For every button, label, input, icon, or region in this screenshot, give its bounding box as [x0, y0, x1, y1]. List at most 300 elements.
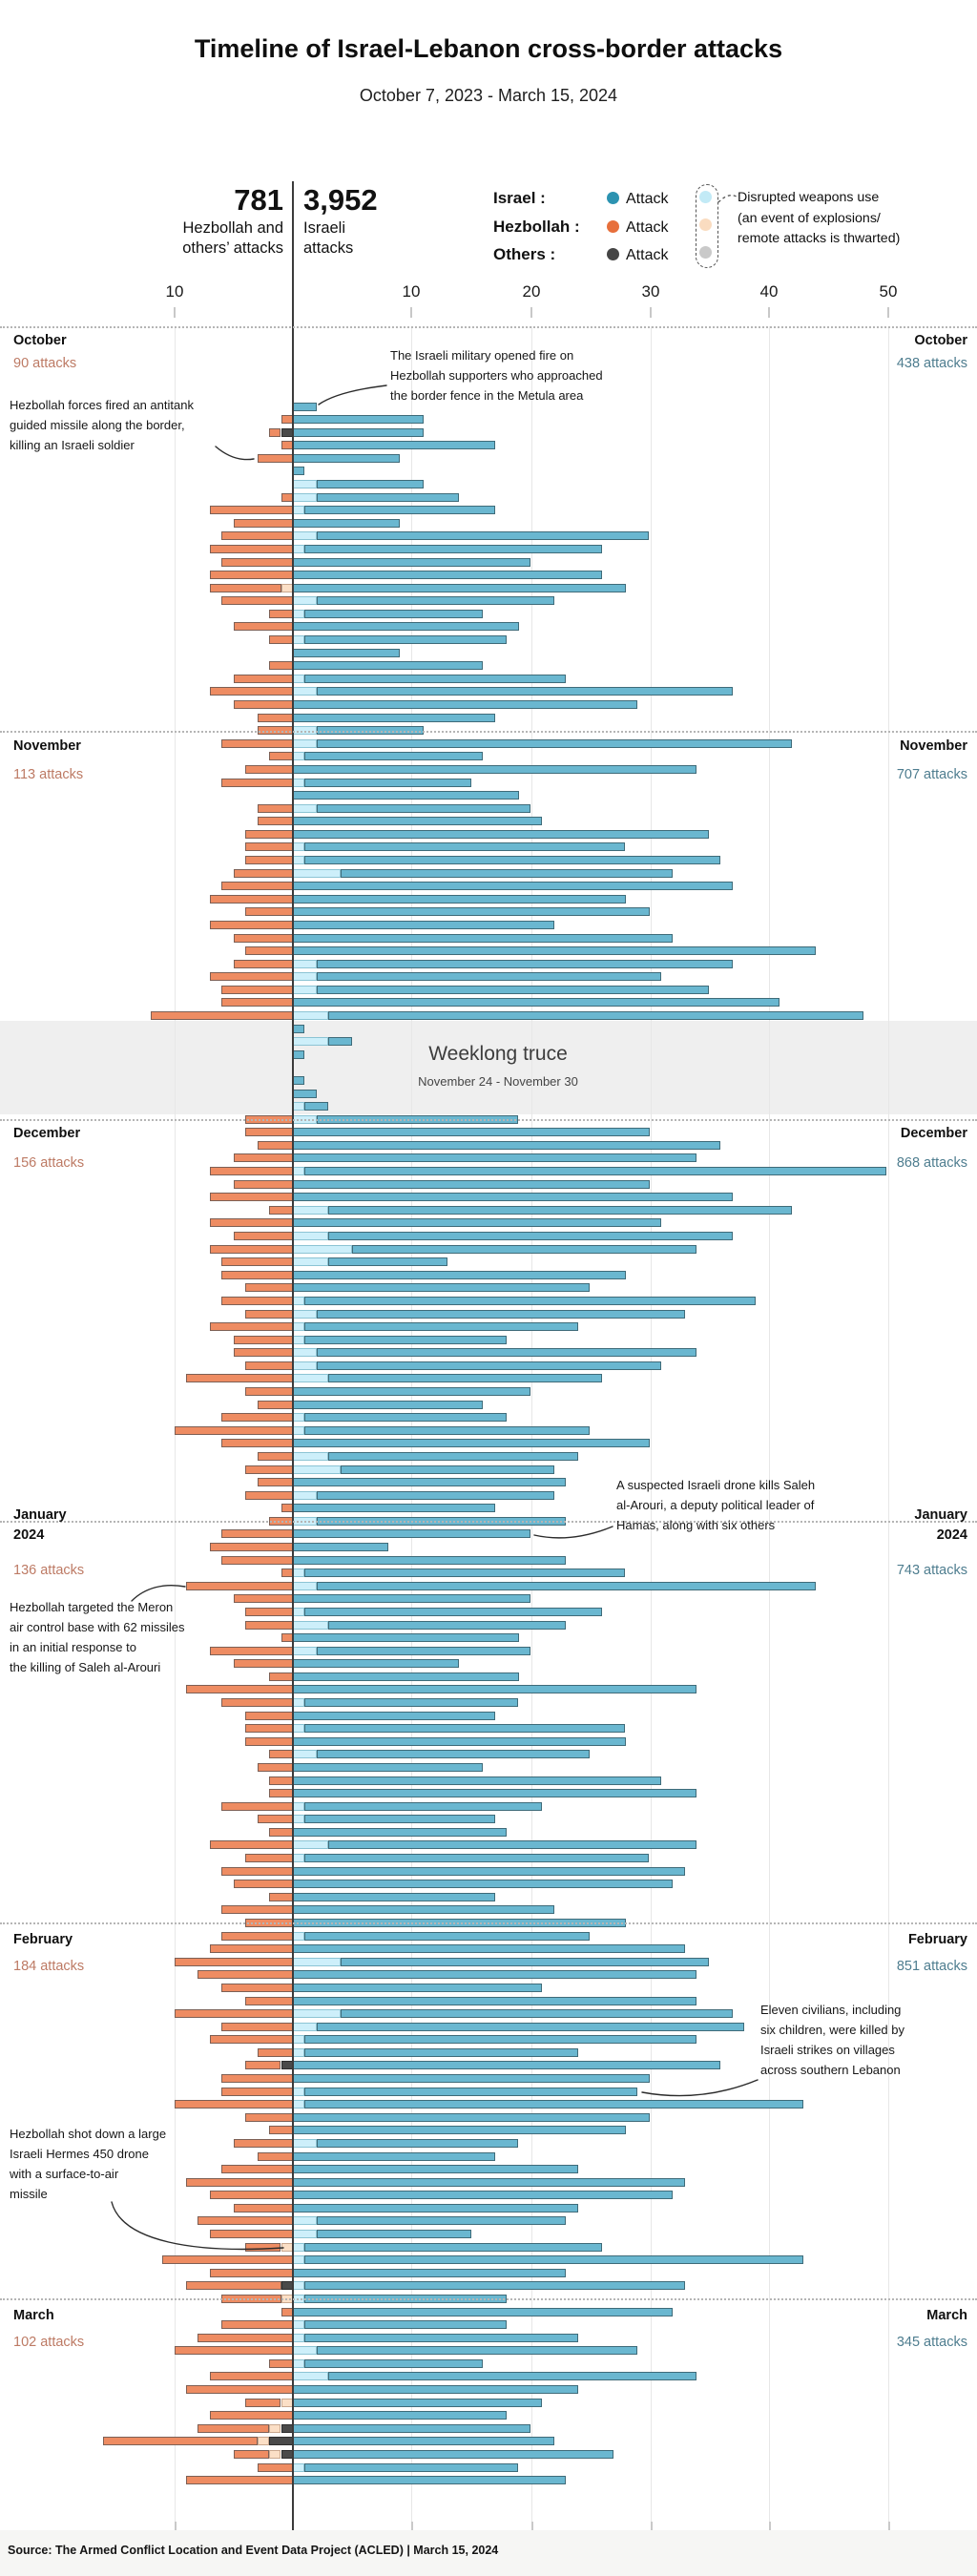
bar-segment-israel-attack — [293, 2424, 530, 2433]
bar-segment-hezbollah-attack — [210, 1322, 293, 1331]
month-name: March — [13, 2308, 54, 2324]
bar-segment-hezbollah-attack — [258, 454, 293, 463]
bar-segment-israel-attack — [293, 2074, 650, 2083]
bar-segment-israel-attack — [293, 1880, 673, 1888]
bar-segment-israel-disrupted — [293, 1958, 341, 1966]
bar-segment-hezbollah-attack — [221, 882, 293, 890]
bar-segment-israel-attack — [293, 1193, 733, 1201]
bar-segment-israel-attack — [304, 675, 566, 683]
bar-segment-israel-attack — [304, 1102, 328, 1111]
axis-tick-label: 10 — [165, 282, 184, 301]
bar-segment-hezbollah-attack — [234, 700, 293, 709]
bar-segment-israel-disrupted — [293, 960, 317, 968]
bar-segment-israel-disrupted — [293, 2281, 304, 2290]
annotation-arrow — [534, 1527, 613, 1538]
bar-segment-israel-attack — [293, 1789, 696, 1797]
bar-segment-israel-attack — [293, 2476, 566, 2484]
bar-segment-hezbollah-attack — [234, 1348, 293, 1357]
bar-segment-hezbollah-attack — [210, 2191, 293, 2199]
bar-segment-hezbollah-attack — [210, 1840, 293, 1849]
bar-segment-israel-attack — [317, 739, 792, 748]
bar-segment-israel-disrupted — [293, 779, 304, 787]
bar-segment-hezbollah-attack — [221, 998, 293, 1007]
bar-segment-hezbollah-attack — [245, 842, 293, 851]
bar-segment-hezbollah-attack — [234, 1180, 293, 1189]
bar-segment-israel-attack — [328, 1206, 792, 1215]
month-divider — [0, 731, 977, 733]
bar-segment-israel-attack — [293, 661, 483, 670]
bar-segment-israel-attack — [293, 1893, 495, 1901]
bar-segment-hezbollah-attack — [221, 1297, 293, 1305]
bar-segment-israel-attack — [304, 1322, 577, 1331]
bar-segment-israel-disrupted — [293, 1297, 304, 1305]
bar-segment-israel-attack — [293, 1128, 650, 1136]
bar-segment-hezbollah-attack — [210, 2269, 293, 2277]
bar-segment-hezbollah-attack — [210, 1245, 293, 1254]
bar-segment-israel-disrupted — [293, 506, 304, 514]
bar-segment-hezbollah-attack — [210, 584, 281, 592]
bar-segment-hezbollah-attack — [269, 752, 293, 760]
bar-segment-hezbollah-attack — [269, 1828, 293, 1837]
bar-segment-hezbollah-attack — [221, 2023, 293, 2031]
disrupted-note-connector — [718, 196, 737, 202]
annotation-eleven — [760, 2000, 970, 2080]
bar-segment-israel-attack — [293, 1090, 317, 1098]
bar-segment-others-attack — [269, 2437, 293, 2445]
bar-segment-israel-attack — [293, 584, 626, 592]
bar-segment-israel-attack — [352, 1245, 696, 1254]
annotation-line: the killing of Saleh al-Arouri — [10, 1660, 161, 1675]
axis-tick — [887, 307, 889, 318]
bar-segment-hezbollah-attack — [221, 1529, 293, 1538]
bar-segment-israel-attack — [304, 1802, 542, 1811]
annotation-line: Israeli strikes on villages — [760, 2043, 895, 2058]
bar-segment-israel-attack — [328, 1011, 863, 1020]
month-name: October — [13, 333, 67, 348]
axis-tick-label: 50 — [879, 282, 898, 301]
month-attack-count: 707 attacks — [896, 766, 967, 782]
axis-tick — [410, 307, 412, 318]
bar-segment-israel-attack — [304, 752, 483, 760]
bar-segment-hezbollah-attack — [269, 2359, 293, 2368]
gridline — [769, 326, 770, 2522]
annotation-line: Eleven civilians, including — [760, 2003, 902, 2017]
bar-segment-israel-disrupted — [293, 1206, 328, 1215]
bar-segment-israel-disrupted — [293, 1802, 304, 1811]
bar-segment-israel-disrupted — [293, 1413, 304, 1422]
bar-segment-israel-attack — [293, 403, 317, 411]
bar-segment-israel-disrupted — [293, 869, 341, 878]
legend-israel-label: Israel : — [493, 189, 546, 207]
bar-segment-hezbollah-attack — [210, 545, 293, 553]
bar-segment-israel-attack — [293, 1944, 685, 1953]
bar-segment-israel-disrupted — [293, 675, 304, 683]
bar-segment-hezbollah-attack — [221, 1257, 293, 1266]
bar-segment-hezbollah-attack — [258, 2048, 293, 2057]
bar-segment-israel-attack — [293, 1153, 696, 1162]
bar-segment-israel-disrupted — [293, 1426, 304, 1435]
bar-segment-israel-attack — [293, 817, 542, 825]
bar-segment-israel-disrupted — [293, 2009, 341, 2018]
bar-segment-israel-attack — [341, 869, 674, 878]
bar-segment-hezbollah-attack — [210, 1167, 293, 1175]
annotation-arrow — [642, 2080, 758, 2096]
bar-segment-israel-attack — [293, 1776, 661, 1785]
bar-segment-hezbollah-attack — [210, 921, 293, 929]
bar-segment-hezbollah-attack — [258, 1401, 293, 1409]
month-divider — [0, 1922, 977, 1924]
bar-segment-israel-attack — [293, 1529, 530, 1538]
bar-segment-israel-attack — [293, 1970, 696, 1979]
month-name: March — [926, 2308, 967, 2324]
annotation-meron — [10, 1597, 248, 1677]
bar-segment-israel-attack — [317, 972, 661, 981]
month-divider — [0, 2298, 977, 2300]
bar-segment-israel-attack — [293, 2191, 673, 2199]
bar-segment-hezbollah-attack — [186, 2281, 281, 2290]
bar-segment-israel-disrupted — [293, 2088, 304, 2096]
bar-segment-israel-disrupted — [293, 2243, 304, 2252]
bar-segment-israel-attack — [293, 1271, 626, 1279]
annotation-line: al-Arouri, a deputy political leader of — [616, 1498, 815, 1513]
month-name: December — [900, 1126, 967, 1142]
bar-segment-hezbollah-attack — [269, 1672, 293, 1681]
bar-segment-hezbollah-attack — [258, 2152, 293, 2161]
axis-tick — [650, 307, 652, 318]
month-name: November — [13, 737, 81, 754]
bar-segment-hezbollah-attack — [269, 428, 281, 437]
bar-segment-israel-disrupted — [293, 1102, 304, 1111]
bar-segment-hezbollah-attack — [210, 2230, 293, 2238]
bar-segment-hezbollah-attack — [186, 2476, 293, 2484]
bar-segment-hezbollah-attack — [245, 1621, 293, 1630]
bar-segment-israel-attack — [293, 2152, 495, 2161]
bar-segment-israel-attack — [293, 2113, 650, 2122]
bar-segment-israel-attack — [304, 1815, 494, 1823]
bar-segment-hezbollah-attack — [221, 2088, 293, 2096]
truce-band — [0, 1021, 977, 1114]
truce-title: Weeklong truce — [428, 1043, 568, 1065]
annotation-line: A suspected Israeli drone kills Saleh — [616, 1478, 816, 1492]
bar-segment-hezbollah-attack — [234, 1880, 293, 1888]
left-total-label: Hezbollah and others’ attacks — [182, 219, 283, 257]
bar-segment-israel-attack — [293, 2165, 578, 2173]
axis-tick-label: 10 — [402, 282, 421, 301]
bar-segment-hezbollah-attack — [221, 2074, 293, 2083]
bar-segment-hezbollah-attack — [234, 675, 293, 683]
bar-segment-israel-attack — [293, 649, 400, 657]
page-title: Timeline of Israel-Lebanon cross-border attacks — [194, 34, 783, 63]
bar-segment-israel-attack — [293, 714, 495, 722]
bar-segment-israel-attack — [293, 2061, 720, 2069]
bar-segment-israel-attack — [341, 2009, 733, 2018]
bar-segment-israel-disrupted — [293, 1167, 304, 1175]
bar-segment-israel-attack — [293, 1180, 650, 1189]
bar-segment-israel-disrupted — [293, 2334, 304, 2342]
bar-segment-israel-disrupted — [293, 531, 317, 540]
disrupted-others-dot-icon — [699, 246, 712, 259]
bar-segment-israel-attack — [304, 842, 625, 851]
annotation-line: with a surface-to-air — [10, 2167, 119, 2182]
bar-segment-hezbollah-attack — [245, 1310, 293, 1319]
bar-segment-israel-attack — [304, 1336, 507, 1344]
bar-segment-hezbollah-attack — [269, 1789, 293, 1797]
bar-segment-israel-disrupted — [293, 480, 317, 488]
bar-segment-israel-attack — [293, 998, 780, 1007]
bar-segment-hezbollah-attack — [175, 1426, 294, 1435]
bar-segment-israel-disrupted — [293, 1452, 328, 1461]
bar-segment-israel-disrupted — [293, 752, 304, 760]
bar-segment-israel-disrupted — [293, 2320, 304, 2329]
bar-segment-israel-attack — [293, 2411, 507, 2420]
bar-segment-israel-attack — [317, 1647, 530, 1655]
bar-segment-hezbollah-attack — [258, 1763, 293, 1772]
bar-segment-hezbollah-disrupted — [269, 2450, 281, 2459]
bar-segment-israel-attack — [293, 830, 709, 839]
bar-segment-israel-disrupted — [293, 972, 317, 981]
annotation-metula — [390, 345, 629, 405]
right-total-label: Israeli attacks — [303, 219, 354, 257]
bar-segment-israel-attack — [317, 2216, 566, 2225]
bar-segment-israel-attack — [317, 2346, 637, 2355]
bar-segment-hezbollah-attack — [234, 1153, 293, 1162]
chart-center-axis — [292, 181, 294, 2530]
bar-segment-hezbollah-attack — [197, 2334, 293, 2342]
bar-segment-israel-disrupted — [293, 1465, 341, 1474]
bar-segment-israel-disrupted — [293, 1621, 328, 1630]
note-line: remote attacks is thwarted) — [738, 231, 901, 246]
bar-segment-israel-disrupted — [293, 2139, 317, 2148]
bar-segment-hezbollah-attack — [221, 1439, 293, 1447]
bar-segment-hezbollah-attack — [186, 1374, 293, 1382]
bar-segment-israel-attack — [317, 804, 530, 813]
bar-segment-hezbollah-attack — [269, 1750, 293, 1758]
bar-segment-israel-attack — [293, 1685, 696, 1693]
disrupted-hezbollah-dot-icon — [699, 218, 712, 231]
bar-segment-israel-attack — [304, 2320, 507, 2329]
bar-segment-israel-disrupted — [293, 2463, 304, 2472]
bar-segment-israel-attack — [304, 610, 483, 618]
bar-segment-hezbollah-attack — [210, 972, 293, 981]
bar-segment-israel-disrupted — [293, 2100, 304, 2109]
bar-segment-hezbollah-attack — [269, 661, 293, 670]
bar-segment-hezbollah-attack — [221, 531, 293, 540]
bar-segment-israel-attack — [293, 558, 530, 567]
bar-segment-israel-attack — [328, 1621, 566, 1630]
month-name: 2024 — [936, 1527, 967, 1544]
bar-segment-israel-attack — [304, 2463, 518, 2472]
bar-segment-israel-attack — [293, 622, 519, 631]
bar-segment-israel-disrupted — [293, 1815, 304, 1823]
bar-segment-israel-attack — [317, 687, 733, 696]
bar-segment-hezbollah-attack — [186, 1582, 293, 1590]
bar-segment-israel-attack — [304, 1167, 886, 1175]
left-total-block — [159, 185, 283, 259]
bar-segment-israel-attack — [341, 1465, 554, 1474]
month-name: January — [13, 1507, 67, 1524]
bar-segment-israel-attack — [293, 519, 400, 528]
bar-segment-hezbollah-attack — [197, 2424, 269, 2433]
bar-segment-israel-attack — [304, 2048, 577, 2057]
month-attack-count: 136 attacks — [13, 1563, 85, 1579]
bar-segment-israel-disrupted — [293, 2230, 317, 2238]
month-attack-count: 345 attacks — [896, 2335, 967, 2351]
bar-segment-hezbollah-attack — [234, 2139, 293, 2148]
bar-segment-israel-attack — [317, 1750, 590, 1758]
month-divider — [0, 1119, 977, 1121]
bar-segment-hezbollah-attack — [151, 1011, 293, 1020]
bar-segment-israel-disrupted — [293, 2023, 317, 2031]
bar-segment-hezbollah-attack — [269, 1206, 293, 1215]
bar-segment-hezbollah-attack — [245, 2061, 281, 2069]
bar-segment-hezbollah-attack — [245, 1712, 293, 1720]
bar-segment-israel-disrupted — [293, 596, 317, 605]
bar-segment-israel-disrupted — [293, 1361, 317, 1370]
bar-segment-hezbollah-attack — [221, 1698, 293, 1707]
bar-segment-hezbollah-attack — [186, 1685, 293, 1693]
month-divider — [0, 326, 977, 328]
bar-segment-israel-attack — [293, 1218, 661, 1227]
bar-segment-israel-attack — [293, 946, 816, 955]
bar-segment-israel-attack — [293, 934, 673, 943]
bar-segment-israel-disrupted — [293, 1724, 304, 1733]
bar-segment-israel-attack — [304, 1932, 590, 1941]
bar-segment-israel-disrupted — [293, 1232, 328, 1240]
bar-segment-israel-attack — [293, 1556, 566, 1565]
bar-segment-hezbollah-attack — [269, 1893, 293, 1901]
bar-segment-hezbollah-attack — [258, 714, 293, 722]
annotation-line: killing an Israeli soldier — [10, 438, 135, 453]
bar-segment-israel-attack — [328, 1840, 696, 1849]
bar-segment-hezbollah-attack — [245, 1997, 293, 2005]
others-attack-dot-icon — [607, 248, 619, 260]
bar-segment-israel-attack — [317, 986, 709, 994]
bar-segment-israel-attack — [293, 2126, 626, 2134]
truce-subtitle: November 24 - November 30 — [418, 1074, 578, 1089]
annotation-line: across southern Lebanon — [760, 2063, 901, 2078]
israel-attack-dot-icon — [607, 192, 619, 204]
bar-segment-israel-attack — [293, 2269, 566, 2277]
bar-segment-hezbollah-attack — [245, 1854, 293, 1862]
bar-segment-israel-disrupted — [293, 804, 317, 813]
bar-segment-israel-attack — [293, 882, 733, 890]
bar-segment-hezbollah-attack — [221, 1556, 293, 1565]
bar-segment-hezbollah-attack — [197, 2216, 293, 2225]
bar-segment-hezbollah-attack — [258, 1141, 293, 1150]
bar-segment-israel-attack — [304, 1568, 625, 1577]
bar-segment-israel-disrupted — [293, 1348, 317, 1357]
bar-segment-israel-disrupted — [293, 1322, 304, 1331]
bar-segment-hezbollah-attack — [245, 1361, 293, 1370]
bar-segment-israel-attack — [293, 1387, 530, 1396]
annotation-line: Hezbollah targeted the Meron — [10, 1600, 174, 1614]
annotation-line: missile — [10, 2187, 48, 2202]
bar-segment-israel-attack — [293, 2308, 673, 2316]
bar-segment-israel-attack — [293, 921, 554, 929]
bar-segment-hezbollah-attack — [210, 1543, 293, 1551]
annotation-line: in an initial response to — [10, 1640, 136, 1655]
bar-segment-hezbollah-attack — [162, 2255, 293, 2264]
annotation-line: Hezbollah supporters who approached — [390, 368, 603, 384]
bar-segment-israel-attack — [293, 1712, 495, 1720]
bar-segment-israel-disrupted — [293, 1245, 352, 1254]
bar-segment-israel-attack — [293, 700, 637, 709]
bar-segment-israel-disrupted — [293, 493, 317, 502]
bar-segment-hezbollah-attack — [245, 1283, 293, 1292]
bar-segment-hezbollah-attack — [234, 2450, 269, 2459]
bar-segment-israel-attack — [293, 1439, 650, 1447]
month-name: November — [900, 737, 967, 754]
bar-segment-hezbollah-attack — [210, 2372, 293, 2380]
axis-tick-label: 30 — [641, 282, 660, 301]
bar-segment-israel-attack — [304, 1297, 756, 1305]
bar-segment-hezbollah-attack — [221, 2320, 293, 2329]
bar-segment-hezbollah-attack — [175, 2346, 294, 2355]
month-name: January — [914, 1507, 967, 1524]
bar-segment-hezbollah-attack — [210, 571, 293, 579]
month-name: February — [13, 1932, 73, 1948]
month-attack-count: 113 attacks — [13, 766, 84, 782]
bar-segment-israel-disrupted — [293, 986, 317, 994]
bar-segment-hezbollah-attack — [221, 1905, 293, 1914]
bar-segment-israel-attack — [304, 635, 507, 644]
bar-segment-israel-attack — [304, 1698, 518, 1707]
hezbollah-attack-dot-icon — [607, 220, 619, 233]
bar-segment-israel-attack — [317, 2139, 519, 2148]
bar-segment-israel-attack — [317, 1491, 554, 1500]
bar-segment-israel-attack — [293, 1997, 696, 2005]
bar-segment-israel-disrupted — [293, 1854, 304, 1862]
note-line: Disrupted weapons use — [738, 190, 880, 205]
bar-segment-hezbollah-attack — [103, 2437, 258, 2445]
bar-segment-israel-attack — [304, 2100, 803, 2109]
bar-segment-hezbollah-attack — [234, 519, 293, 528]
bar-segment-israel-attack — [293, 1737, 626, 1746]
bar-segment-hezbollah-attack — [245, 946, 293, 955]
bar-segment-israel-attack — [317, 596, 554, 605]
annotation-antitank — [10, 395, 239, 455]
bar-segment-israel-attack — [328, 1232, 732, 1240]
annotation-line: Hezbollah forces fired an antitank — [10, 398, 194, 412]
bar-segment-israel-disrupted — [293, 2048, 304, 2057]
bar-segment-hezbollah-attack — [221, 596, 293, 605]
right-total-value: 3,952 — [303, 183, 378, 217]
bar-segment-israel-attack — [304, 1724, 625, 1733]
bar-segment-hezbollah-attack — [269, 1776, 293, 1785]
bar-segment-israel-attack — [328, 2372, 696, 2380]
bar-segment-israel-attack — [293, 2204, 578, 2212]
bar-segment-hezbollah-attack — [175, 2009, 294, 2018]
left-total-value: 781 — [234, 183, 283, 217]
axis-tick-label: 20 — [522, 282, 541, 301]
bar-segment-israel-attack — [317, 1361, 661, 1370]
bar-segment-israel-attack — [293, 791, 519, 800]
bar-segment-israel-attack — [317, 1582, 816, 1590]
bar-segment-israel-attack — [317, 480, 424, 488]
bar-segment-israel-attack — [293, 1050, 304, 1059]
bar-segment-hezbollah-attack — [234, 622, 293, 631]
bar-segment-israel-attack — [293, 1543, 388, 1551]
bar-segment-israel-attack — [293, 415, 424, 424]
annotation-line: The Israeli military opened fire on — [390, 348, 574, 363]
bar-segment-hezbollah-attack — [245, 1491, 293, 1500]
bar-segment-hezbollah-attack — [175, 1958, 294, 1966]
bar-segment-hezbollah-attack — [258, 817, 293, 825]
bar-segment-israel-attack — [293, 571, 602, 579]
bar-segment-israel-attack — [293, 1504, 495, 1512]
bar-segment-hezbollah-attack — [210, 687, 293, 696]
bar-segment-hezbollah-attack — [258, 2463, 293, 2472]
